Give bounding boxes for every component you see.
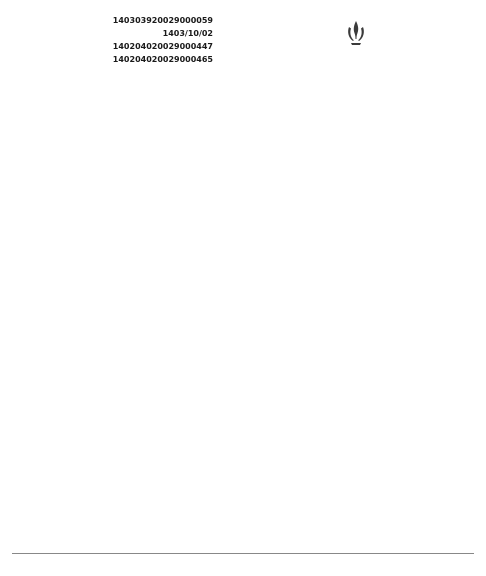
meta-value: 1403/10/02 — [162, 29, 213, 38]
meta-value: 140204020029000465 — [112, 55, 213, 64]
iran-emblem-icon — [340, 18, 372, 50]
footer-divider — [12, 553, 474, 554]
meta-row-file-number-2 — [16, 53, 216, 66]
meta-row-notice-date — [16, 27, 216, 40]
meta-row-file-number — [16, 40, 216, 53]
notice-body — [12, 130, 474, 460]
meta-value: 140204020029000447 — [112, 42, 213, 51]
document-header — [12, 6, 474, 124]
document-meta — [16, 14, 216, 66]
organization-logo-block — [296, 18, 416, 51]
meta-value: 140303920029000059 — [112, 16, 213, 25]
meta-row-notice-number — [16, 14, 216, 27]
